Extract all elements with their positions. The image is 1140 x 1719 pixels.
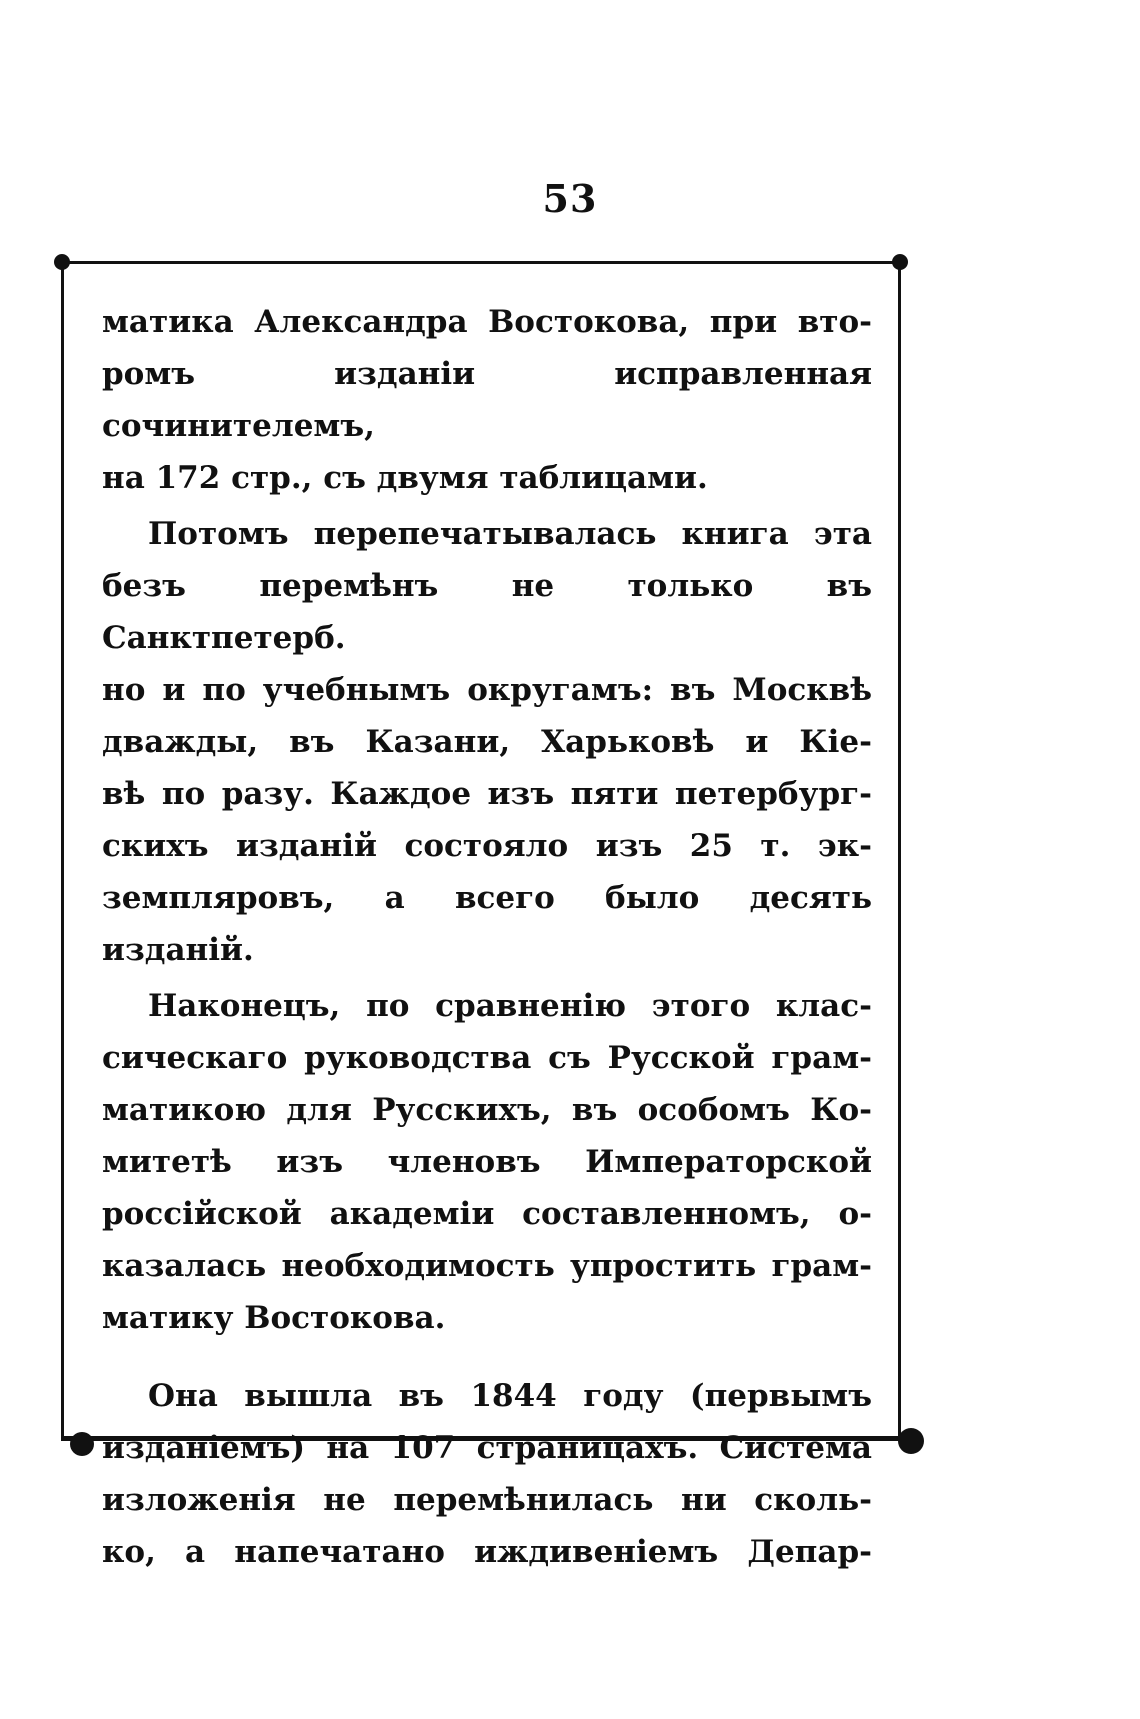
text-line: но и по учебнымъ округамъ: въ Москвѣ	[102, 672, 872, 708]
text-line: Наконецъ, по сравненію этого клас-	[148, 988, 872, 1024]
text-line: митетѣ изъ членовъ Императорской	[102, 1144, 872, 1180]
text-line: изложенія не перемѣнилась ни сколь-	[102, 1482, 872, 1518]
paragraph	[102, 1370, 872, 1578]
text-line: ромъ изданіи исправленная сочинителемъ,	[102, 356, 872, 444]
text-line: сическаго руководства съ Русской грам-	[102, 1040, 872, 1076]
frame-corner-ornament	[898, 1428, 924, 1454]
body-text	[102, 296, 872, 1578]
paragraph	[102, 980, 872, 1344]
text-line: дважды, въ Казани, Харьковѣ и Кіе-	[102, 724, 872, 760]
text-line: вѣ по разу. Каждое изъ пяти петербург-	[102, 776, 872, 812]
text-line: россійской академіи составленномъ, о-	[102, 1196, 872, 1232]
text-line: казалась необходимость упростить грам-	[102, 1248, 872, 1284]
text-line: матикою для Русскихъ, въ особомъ Ко-	[102, 1092, 872, 1128]
paragraph	[102, 508, 872, 976]
text-line: изданіемъ) на 107 страницахъ. Система	[102, 1430, 872, 1466]
text-line: Потомъ перепечатывалась книга эта	[148, 516, 872, 552]
page-number: 53	[542, 176, 598, 221]
text-line: матика Александра Востокова, при вто-	[102, 304, 872, 340]
text-line: скихъ изданій состояло изъ 25 т. эк-	[102, 828, 872, 864]
text-line: на 172 стр., съ двумя таблицами.	[102, 460, 708, 496]
text-line: земпляровъ, а всего было десять изданій.	[102, 880, 872, 968]
text-line: безъ перемѣнъ не только въ Санктпетерб.	[102, 568, 872, 656]
text-line: Она вышла въ 1844 году (первымъ	[148, 1378, 872, 1414]
text-line: матику Востокова.	[102, 1300, 446, 1336]
text-line: ко, а напечатано иждивеніемъ Депар-	[102, 1534, 872, 1570]
paragraph	[102, 296, 872, 504]
